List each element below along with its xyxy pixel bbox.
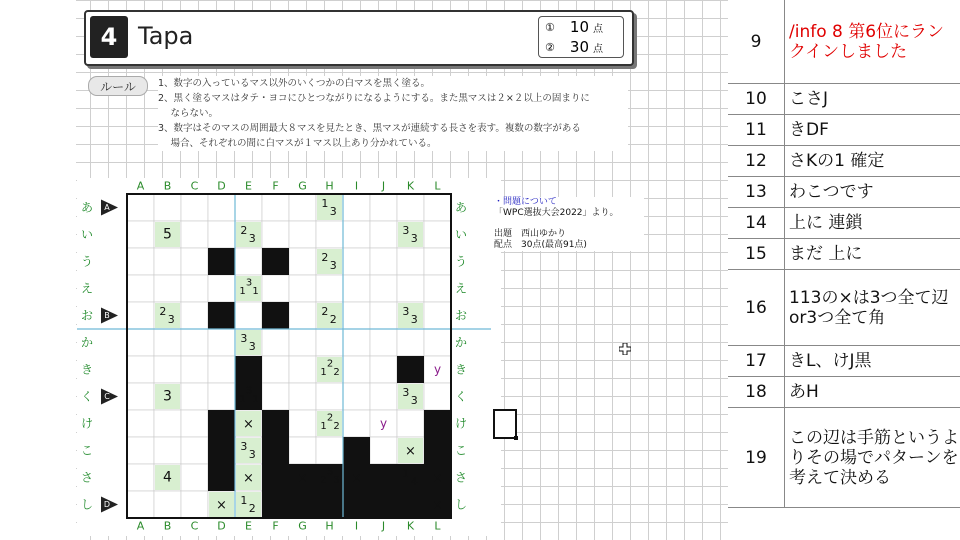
note-letter: y: [379, 416, 388, 431]
note-number: 9: [728, 0, 785, 83]
note-text: こさJ: [789, 89, 829, 109]
board-cell[interactable]: [316, 437, 343, 464]
note-number: 16: [728, 270, 785, 345]
board-cell[interactable]: [370, 194, 397, 221]
board-cell[interactable]: [424, 248, 451, 275]
note-number: 10: [728, 84, 785, 114]
clue-number: 2: [240, 224, 248, 238]
clue-number: 3: [248, 231, 256, 245]
board-cell[interactable]: [127, 329, 154, 356]
clue-number: 3: [402, 305, 410, 319]
row-label: い: [454, 227, 468, 242]
row-label: き: [80, 362, 94, 377]
note-text: さKの1 確定: [789, 151, 885, 171]
board-cell[interactable]: [181, 275, 208, 302]
board-cell[interactable]: [370, 329, 397, 356]
row-label: け: [80, 416, 94, 431]
black-cell: [235, 356, 262, 383]
column-label: K: [406, 179, 415, 193]
clue-number: 3: [167, 312, 175, 326]
column-label: G: [298, 519, 307, 533]
note-letter: y: [433, 362, 442, 377]
rule-label: ルール: [88, 76, 148, 96]
board-cell[interactable]: [154, 248, 181, 275]
row-label: し: [454, 497, 468, 512]
score-value: 10: [569, 18, 589, 36]
board-cell[interactable]: [424, 329, 451, 356]
board-cell[interactable]: [181, 221, 208, 248]
board-cell[interactable]: [181, 302, 208, 329]
column-label: C: [190, 519, 199, 533]
board-cell[interactable]: [424, 194, 451, 221]
score-unit: 点: [593, 43, 603, 55]
note-row: [728, 146, 960, 177]
marker-label: B: [104, 311, 110, 320]
board-cell[interactable]: [370, 437, 397, 464]
board-cell[interactable]: [127, 275, 154, 302]
row-label: こ: [454, 443, 468, 458]
problem-info: [494, 197, 644, 251]
black-cell: [208, 248, 235, 275]
note-text: まだ 上に: [789, 244, 863, 264]
board-cell[interactable]: [424, 302, 451, 329]
black-cell: [370, 464, 397, 491]
board-cell[interactable]: [181, 329, 208, 356]
board-cell[interactable]: [208, 383, 235, 410]
board-cell[interactable]: [154, 275, 181, 302]
board-cell[interactable]: [262, 194, 289, 221]
clue-number: 1: [240, 494, 248, 508]
row-label: あ: [80, 200, 94, 215]
board-cell[interactable]: [289, 383, 316, 410]
black-cell: [208, 410, 235, 437]
column-label: L: [434, 519, 441, 533]
board-cell[interactable]: [370, 221, 397, 248]
cross-mark: ×: [351, 471, 362, 486]
row-label: く: [454, 389, 468, 404]
board-cell[interactable]: [154, 329, 181, 356]
clue-number: 1: [320, 367, 327, 379]
board-cell[interactable]: [181, 194, 208, 221]
column-label: I: [354, 519, 359, 533]
black-cell: [397, 356, 424, 383]
board-cell[interactable]: [127, 383, 154, 410]
rule-line: 3、数字はそのマスの周囲最大８マスを見たとき、黒マスが連続する長さを表す。複数の数字がある: [158, 123, 581, 134]
clue-number: 1: [320, 421, 327, 433]
clue-number: 1: [239, 286, 246, 298]
board-cell[interactable]: [127, 437, 154, 464]
clue-number: 4: [163, 469, 172, 486]
board-cell[interactable]: [154, 410, 181, 437]
board-cell[interactable]: [262, 329, 289, 356]
board-cell[interactable]: [370, 275, 397, 302]
column-label: B: [163, 519, 172, 533]
board-cell[interactable]: [127, 491, 154, 518]
board-cell[interactable]: [154, 491, 181, 518]
column-label: J: [381, 179, 386, 193]
column-label: C: [190, 179, 199, 193]
board-cell[interactable]: [127, 221, 154, 248]
board-cell[interactable]: [181, 464, 208, 491]
info-points: 配点 30点(最高91点): [494, 240, 587, 250]
black-cell: [208, 437, 235, 464]
rule-line: 1、数字の入っているマス以外のいくつかの白マスを黒く塗る。: [158, 78, 431, 89]
board-cell[interactable]: [397, 275, 424, 302]
board-cell[interactable]: [208, 221, 235, 248]
board-cell[interactable]: [289, 275, 316, 302]
board-cell[interactable]: [289, 302, 316, 329]
score-value: 30: [569, 38, 589, 56]
board-cell[interactable]: [181, 356, 208, 383]
board-cell[interactable]: [208, 194, 235, 221]
note-text: この辺は手筋というよりその場でパターンを考えて決める: [789, 427, 959, 488]
board-cell[interactable]: [289, 410, 316, 437]
note-number: 17: [728, 346, 785, 376]
crosshair-icon: [619, 343, 631, 355]
score-circle: ①: [545, 20, 555, 34]
note-row: [728, 270, 960, 346]
board-cell[interactable]: [127, 464, 154, 491]
clue-number: 3: [402, 224, 410, 238]
puzzle-number: 4: [90, 16, 128, 58]
score-unit: 点: [593, 23, 603, 35]
row-label: お: [80, 308, 94, 323]
board-cell[interactable]: [154, 437, 181, 464]
column-label: D: [217, 179, 226, 193]
board-cell[interactable]: [397, 329, 424, 356]
row-label: う: [80, 254, 94, 269]
note-text: あH: [789, 382, 819, 402]
board-cell[interactable]: [343, 302, 370, 329]
board-cell[interactable]: [127, 410, 154, 437]
note-number: 14: [728, 208, 785, 238]
info-source: 「WPC選抜大会2022」より。: [494, 208, 619, 218]
board-cell[interactable]: [262, 275, 289, 302]
black-cell: [262, 248, 289, 275]
info-author: 出題 西山ゆかり: [494, 229, 567, 239]
clue-number: 2: [333, 421, 340, 433]
clue-number: 3: [248, 339, 256, 353]
board-cell[interactable]: [343, 221, 370, 248]
row-label: う: [454, 254, 468, 269]
board-cell[interactable]: [289, 248, 316, 275]
board-cell[interactable]: [316, 329, 343, 356]
clue-number: 3: [410, 231, 418, 245]
info-heading: ・問題について: [494, 197, 557, 207]
board-cell[interactable]: [235, 302, 262, 329]
clue-number: 2: [248, 501, 256, 515]
black-cell: [289, 491, 316, 518]
clue-number: 2: [320, 475, 327, 487]
board-cell[interactable]: [181, 491, 208, 518]
board-cell[interactable]: [208, 275, 235, 302]
board-cell[interactable]: [181, 410, 208, 437]
board-cell[interactable]: [127, 194, 154, 221]
column-label: D: [217, 519, 226, 533]
board-cell[interactable]: [316, 275, 343, 302]
note-row: [728, 177, 960, 208]
note-text: /info 8 第6位にランクインしました: [789, 21, 945, 62]
board-cell[interactable]: [343, 410, 370, 437]
clue-number: 4: [410, 474, 418, 488]
cross-mark: ×: [243, 471, 254, 486]
board-cell[interactable]: [343, 194, 370, 221]
board-cell[interactable]: [127, 248, 154, 275]
clue-number: 1: [252, 394, 259, 406]
note-number: 11: [728, 115, 785, 145]
board-cell[interactable]: [343, 329, 370, 356]
row-label: こ: [80, 443, 94, 458]
cross-mark: ×: [243, 417, 254, 432]
column-label: G: [298, 179, 307, 193]
marker-label: C: [104, 392, 110, 401]
board-cell[interactable]: [289, 437, 316, 464]
board-cell[interactable]: [316, 383, 343, 410]
note-number: 19: [728, 408, 785, 507]
note-row: [728, 377, 960, 408]
black-cell: [424, 410, 451, 437]
cross-mark: ×: [432, 471, 443, 486]
note-text: 113の×は3つ全て辺or3つ全て角: [789, 287, 949, 328]
black-cell: [262, 437, 289, 464]
note-text: きL、けJ黒: [789, 351, 872, 371]
clue-number: 3: [163, 388, 172, 405]
board-cell[interactable]: [262, 356, 289, 383]
note-number: 15: [728, 239, 785, 269]
marker-label: D: [103, 500, 111, 509]
note-number: 13: [728, 177, 785, 207]
board-cell[interactable]: [235, 194, 262, 221]
clue-number: 1: [321, 197, 329, 211]
clue-number: 1: [402, 467, 410, 481]
clue-number: 3: [329, 258, 337, 272]
column-label: A: [136, 179, 145, 193]
clue-number: 2: [321, 251, 329, 265]
board-cell[interactable]: [262, 221, 289, 248]
puzzle-title: Tapa: [138, 22, 194, 50]
black-cell: [397, 491, 424, 518]
column-label: H: [325, 179, 334, 193]
board-cell[interactable]: [289, 221, 316, 248]
row-label: く: [80, 389, 94, 404]
note-row: [728, 208, 960, 239]
black-cell: [208, 302, 235, 329]
clue-number: 3: [245, 385, 253, 397]
note-row: [728, 239, 960, 270]
black-cell: [208, 464, 235, 491]
clue-number: 2: [329, 312, 337, 326]
row-label: か: [80, 335, 94, 350]
column-label: J: [381, 519, 386, 533]
column-label: H: [325, 519, 334, 533]
board-cell[interactable]: [262, 383, 289, 410]
column-label: F: [272, 519, 279, 533]
board-cell[interactable]: [127, 302, 154, 329]
column-label: B: [163, 179, 172, 193]
board-cell[interactable]: [127, 356, 154, 383]
black-cell: [262, 464, 289, 491]
row-label: け: [454, 416, 468, 431]
board-cell[interactable]: [370, 302, 397, 329]
clue-number: 3: [333, 475, 340, 487]
marker-label: A: [104, 203, 110, 212]
clue-number: 2: [326, 412, 334, 424]
board-cell[interactable]: [289, 194, 316, 221]
clue-number: 2: [321, 305, 329, 319]
clue-number: 3: [326, 466, 334, 478]
cross-mark: ×: [405, 444, 416, 459]
row-label: さ: [80, 470, 94, 485]
clue-number: 2: [333, 367, 340, 379]
column-label: A: [136, 519, 145, 533]
row-label: き: [454, 362, 468, 377]
board-cell[interactable]: [181, 248, 208, 275]
clue-number: 3: [329, 204, 337, 218]
board-cell[interactable]: [181, 383, 208, 410]
rule-line: ならない。: [158, 108, 219, 119]
rule-line: 2、黒く塗るマスはタテ・ヨコにひとつながりになるようにする。また黒マスは２×２以上の固まりに: [158, 93, 590, 104]
board-cell[interactable]: [181, 437, 208, 464]
row-label: か: [454, 335, 468, 350]
board-cell[interactable]: [370, 356, 397, 383]
clue-number: 3: [245, 277, 253, 289]
board-cell[interactable]: [397, 410, 424, 437]
note-row: [728, 0, 960, 84]
cross-mark: ×: [297, 471, 308, 486]
black-cell: [370, 491, 397, 518]
score-circle: ②: [545, 40, 555, 54]
note-row: [728, 115, 960, 146]
clue-number: 3: [240, 440, 248, 454]
board-cell[interactable]: [343, 356, 370, 383]
column-label: E: [245, 179, 252, 193]
board-cell[interactable]: [370, 383, 397, 410]
note-number: 12: [728, 146, 785, 176]
cross-mark: ×: [216, 498, 227, 513]
clue-number: 1: [239, 394, 246, 406]
board-cell[interactable]: [154, 356, 181, 383]
note-text: わこつです: [789, 182, 874, 202]
rule-line: 場合、それぞれの間に白マスが１マス以上あり分かれている。: [158, 138, 437, 149]
board-cell[interactable]: [208, 329, 235, 356]
cross-mark: ×: [432, 498, 443, 513]
black-cell: [343, 491, 370, 518]
board-cell[interactable]: [289, 356, 316, 383]
note-row: [728, 84, 960, 115]
row-label: い: [80, 227, 94, 242]
row-label: さ: [454, 470, 468, 485]
note-text: 上に 連鎖: [789, 213, 863, 233]
row-label: え: [454, 281, 468, 296]
clue-number: 3: [248, 447, 256, 461]
clue-number: 3: [402, 386, 410, 400]
clue-number: 2: [326, 358, 334, 370]
clue-number: 3: [410, 312, 418, 326]
board-cell[interactable]: [343, 275, 370, 302]
board-cell[interactable]: [208, 356, 235, 383]
row-label: あ: [454, 200, 468, 215]
black-cell: [316, 491, 343, 518]
black-cell: [262, 491, 289, 518]
row-label: し: [80, 497, 94, 512]
clue-number: 3: [240, 332, 248, 346]
clue-number: 2: [159, 305, 167, 319]
note-row: [728, 408, 960, 508]
black-cell: [343, 437, 370, 464]
board-cell[interactable]: [343, 383, 370, 410]
board-cell[interactable]: [424, 383, 451, 410]
board-cell[interactable]: [424, 275, 451, 302]
row-label: え: [80, 281, 94, 296]
clue-number: 3: [410, 393, 418, 407]
black-cell: [424, 437, 451, 464]
column-label: F: [272, 179, 279, 193]
cell-cursor[interactable]: [493, 409, 517, 439]
clue-number: 1: [252, 286, 259, 298]
black-cell: [262, 410, 289, 437]
board-cell[interactable]: [424, 221, 451, 248]
column-label: K: [406, 519, 415, 533]
board-cell[interactable]: [235, 248, 262, 275]
board-cell[interactable]: [397, 248, 424, 275]
clue-number: 5: [163, 226, 172, 243]
board-cell[interactable]: [370, 248, 397, 275]
column-label: I: [354, 179, 359, 193]
column-label: E: [245, 519, 252, 533]
row-label: お: [454, 308, 468, 323]
board-cell[interactable]: [154, 194, 181, 221]
note-number: 18: [728, 377, 785, 407]
board-cell[interactable]: [316, 221, 343, 248]
board-cell[interactable]: [343, 248, 370, 275]
note-row: [728, 346, 960, 377]
note-text: きDF: [789, 120, 829, 140]
column-label: L: [434, 179, 441, 193]
black-cell: [262, 302, 289, 329]
board-cell[interactable]: [289, 329, 316, 356]
board-cell[interactable]: [397, 194, 424, 221]
